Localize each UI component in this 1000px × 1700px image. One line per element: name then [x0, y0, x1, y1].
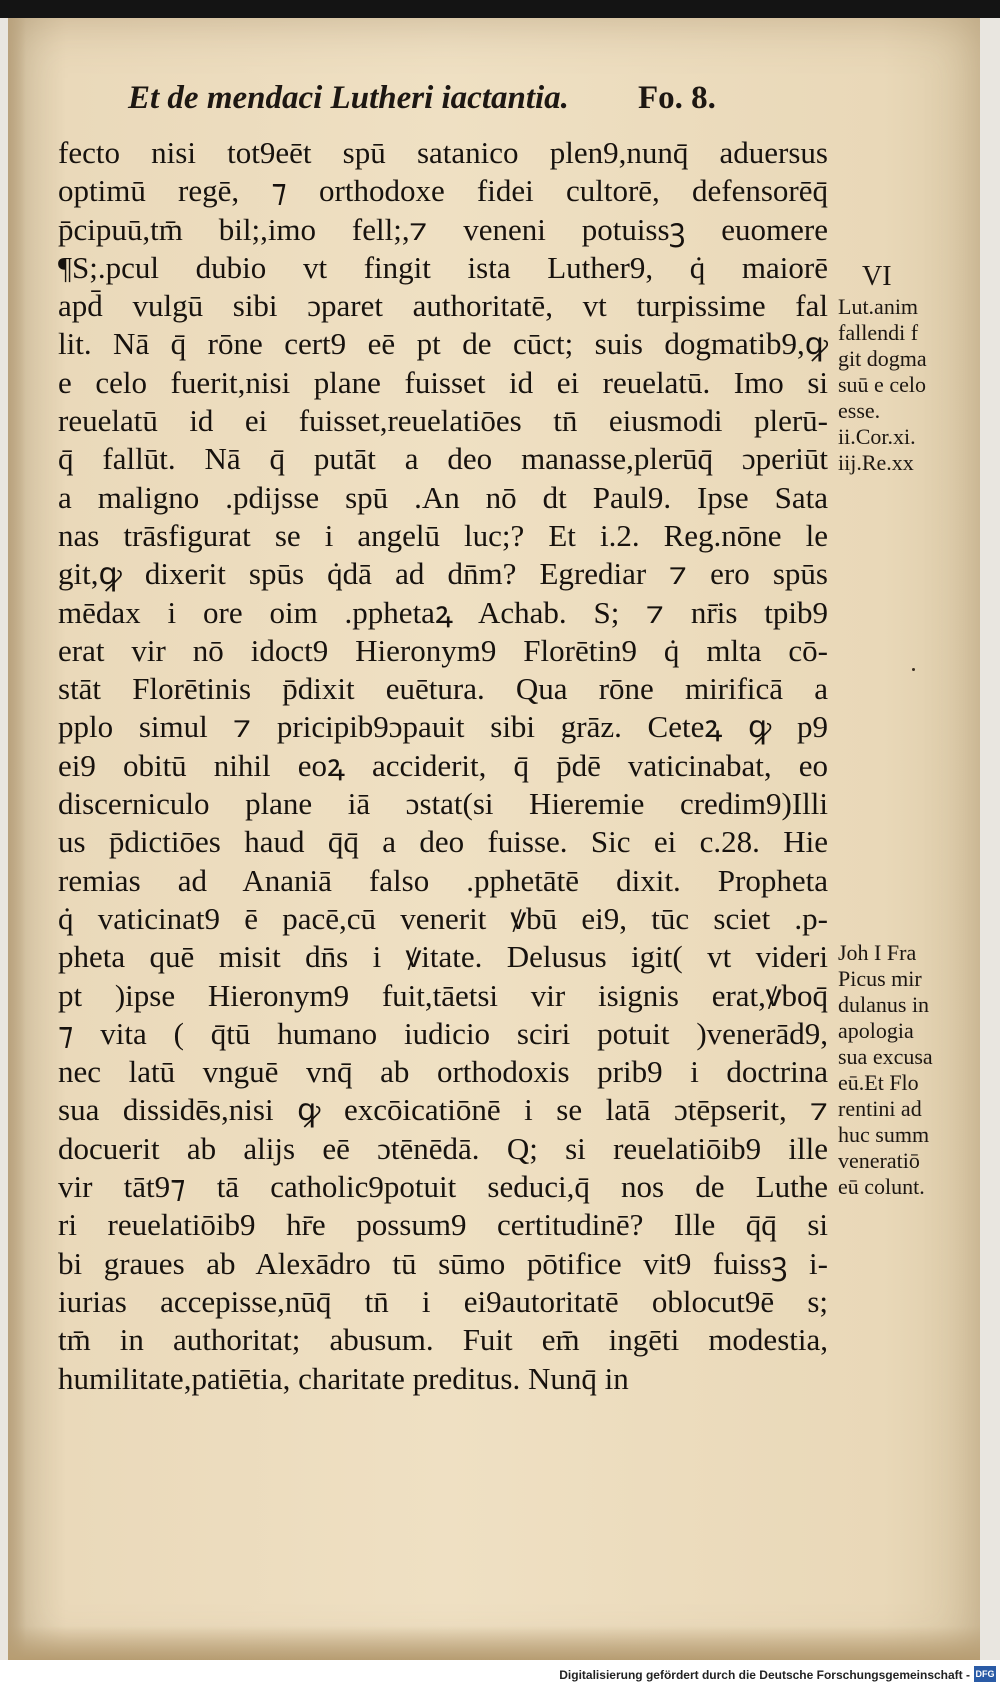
text-line: fecto nisi tot9eēt spū satanico plen9,nunq̄ aduersus — [58, 135, 828, 170]
text-line: humilitate,patiētia, charitate preditus. Nunq̄ in — [58, 1360, 629, 1396]
marginal-note-line: huc summ — [838, 1122, 930, 1147]
text-line: ri reuelatiōib9 hr̄e possum9 certitudinē? Ille q̄q̄ si — [58, 1207, 828, 1243]
text-line: q̄ fallūt. Nā q̄ putāt a deo manasse,plerūq̄ ɔperiūt — [58, 441, 828, 477]
text-line: sua dissidēs,nisi ꝙ excōicatiōnē i se latā ɔtēpserit, ⁊ — [58, 1092, 828, 1128]
marginal-note-line: fallendi f — [838, 320, 919, 345]
marginal-note-line: eū colunt. — [838, 1174, 925, 1199]
text-line: ⁊ vita ( q̄tū humano iudicio sciri potuit )venerād9, — [58, 1015, 828, 1051]
text-line: bi graues ab Alexādro tū sūmo pōtifice vit9 fuissꝫ i- — [58, 1245, 828, 1281]
marginal-note-line: ii.Cor.xi. — [838, 424, 916, 449]
marginal-note-line: Joh I Fra — [838, 940, 917, 965]
marginal-note-line: VI — [862, 261, 892, 292]
marginal-note-line: rentini ad — [838, 1096, 922, 1121]
text-line: apd̄ vulgū sibi ɔparet authoritatē, vt turpissime fal — [58, 288, 828, 324]
running-head-title: Et de mendaci Lutheri iactantia. — [128, 80, 569, 116]
text-line: q̇ vaticinat9 ē pacē,cū venerit ꝟbū ei9, tūc sciet .p- — [58, 900, 828, 936]
text-line: remias ad Ananiā falso .pphetātē dixit. Propheta — [58, 862, 828, 898]
marginal-note-line: suū e celo — [838, 372, 926, 397]
text-line: docuerit ab alijs eē ɔtēnēdā. Q; si reuelatiōib9 ille — [58, 1130, 828, 1166]
text-line: ei9 obitū nihil eoꝝ acciderit, q̄ p̄dē vaticinabat, eo — [58, 747, 828, 783]
text-line: nec latū vnguē vnq̄ ab orthodoxis prib9 i doctrina — [58, 1054, 828, 1090]
scanner-top-border — [0, 0, 1000, 18]
footer-bar — [0, 1660, 1000, 1700]
text-line: e celo fuerit,nisi plane fuisset id ei reuelatū. Imo si — [58, 364, 828, 400]
marginal-note-lutheran-revelation — [838, 260, 927, 476]
marginal-note-line: Lut.anim — [838, 294, 919, 319]
text-line: iurias accepisse,nūq̄ tn̄ i ei9autoritatē oblocut9ē s; — [58, 1283, 828, 1319]
text-line: pt )ipse Hieronym9 fuit,tāetsi vir isignis erat,ꝟboq̄ — [58, 977, 828, 1013]
marginal-note-line: veneratiō — [838, 1148, 920, 1173]
dfg-logo-icon: DFG — [974, 1666, 996, 1682]
marginal-note-line: esse. — [838, 398, 881, 423]
marginal-note-line: eū.Et Flo — [838, 1070, 919, 1095]
body-text-block — [58, 134, 828, 1398]
marginal-note-line: git dogma — [838, 346, 927, 371]
text-line: pheta quē misit dn̄s i ꝟitate. Delusus igit( vt videri — [58, 939, 828, 975]
text-line: p̄cipuū,tm̄ bil;,imo fell;,⁊ veneni potuissꝫ euomere — [58, 211, 828, 247]
marginal-note-line: apologia — [838, 1018, 914, 1043]
text-line: ¶S;.pcul dubio vt fingit ista Luther9, q̇ maiorē — [58, 249, 828, 285]
text-line: vir tāt9⁊ tā catholic9potuit seduci,q̄ nos de Luthe — [58, 1169, 828, 1205]
folio-number: Fo. 8. — [638, 80, 716, 116]
marginal-note-line: sua excusa — [838, 1044, 933, 1069]
text-line: git,ꝙ dixerit spūs q̇dā ad dn̄m? Egrediar ⁊ ero spūs — [58, 556, 828, 592]
text-line: a maligno .pdijsse spū .An nō dt Paul9. Ipse Sata — [58, 479, 828, 515]
marginal-dot — [912, 668, 915, 671]
text-line: mēdax i ore oim .pphetaꝝ Achab. S; ⁊ nr̄is tpib9 — [58, 594, 828, 630]
text-line: erat vir nō idoct9 Hieronym9 Florētin9 q̇ mlta cō- — [58, 632, 828, 668]
text-line: discerniculo plane iā ɔstat(si Hieremie credim9)Illi — [58, 786, 828, 822]
footer-credit-text: Digitalisierung gefördert durch die Deutsche Forschungsgemeinschaft - — [559, 1668, 970, 1682]
page-gutter-shadow — [8, 18, 26, 1660]
text-line: pplo simul ⁊ pricipib9ɔpauit sibi grāz. Ceteꝝ ꝙ p9 — [58, 709, 828, 745]
marginal-note-line: Picus mir — [838, 966, 922, 991]
text-line: optimū regē, ⁊ orthodoxe fidei cultorē, defensorēq̄ — [58, 173, 828, 209]
marginal-note-line: dulanus in — [838, 992, 930, 1017]
text-line: us p̄dictiōes haud q̄q̄ a deo fuisse. Sic ei c.28. Hie — [58, 824, 828, 860]
text-line: stāt Florētinis p̄dixit euētura. Qua rōne mirificā a — [58, 671, 828, 707]
text-line: tm̄ in authoritat; abusum. Fuit em̄ ingēti modestia, — [58, 1322, 828, 1358]
text-line: lit. Nā q̄ rōne cert9 eē pt de cūct; suis dogmatib9,ꝙ — [58, 326, 828, 362]
running-head — [128, 80, 748, 120]
marginal-note-picus-mirandulanus — [838, 940, 933, 1200]
text-line: nas trāsfigurat se i angelū luc;? Et i.2. Reg.nōne le — [58, 517, 828, 553]
text-line: reuelatū id ei fuisset,reuelatiōes tn̄ eiusmodi plerū- — [58, 403, 828, 439]
marginal-note-line: iij.Re.xx — [838, 450, 914, 475]
page-bottom-edge — [8, 1626, 980, 1660]
